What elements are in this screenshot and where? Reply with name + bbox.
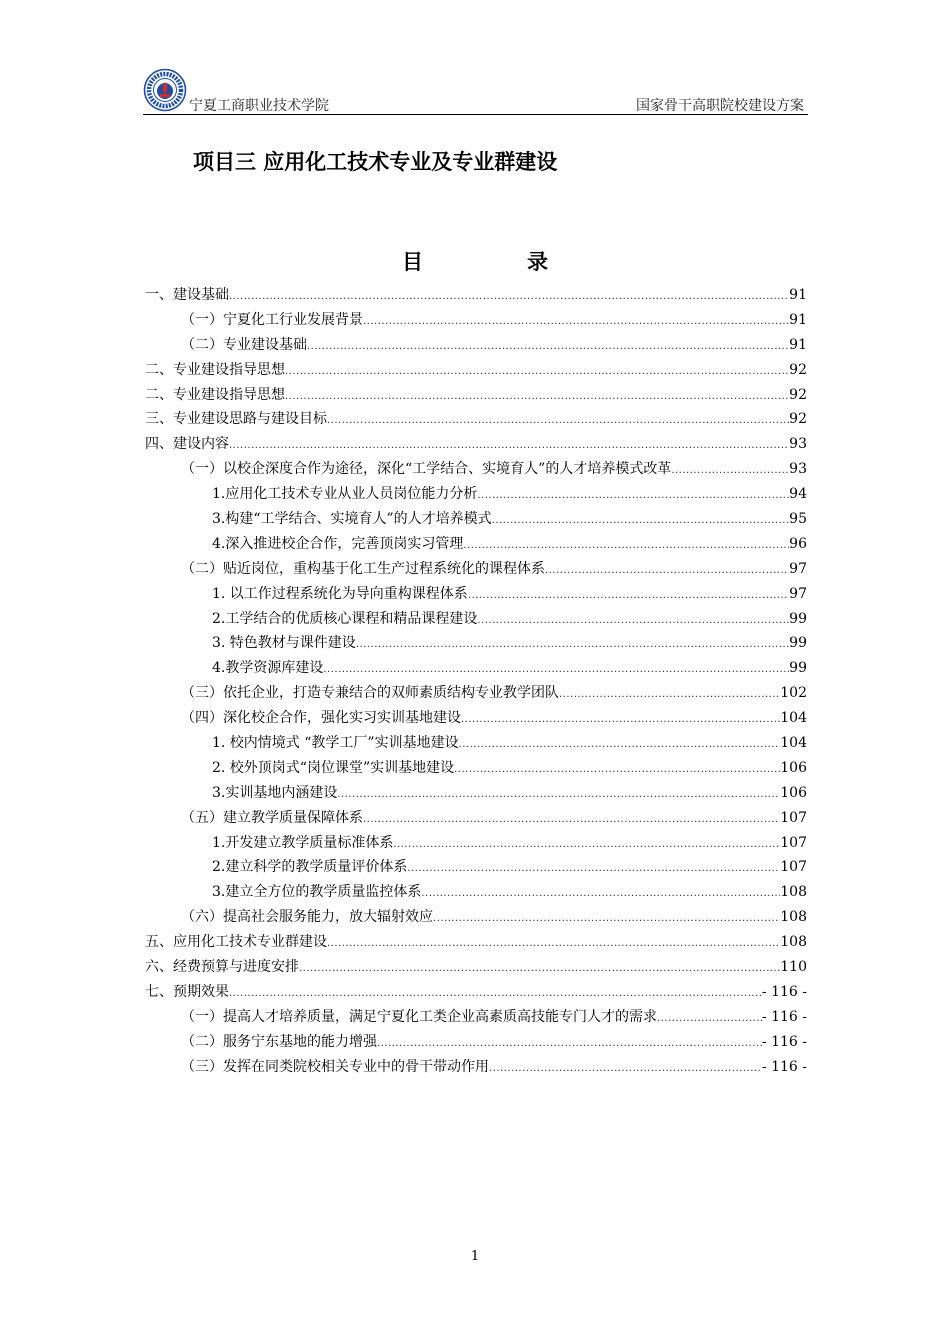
toc-dot-leader bbox=[307, 335, 789, 360]
toc-entry-title: 1. 以工作过程系统化为导向重构课程体系 bbox=[212, 585, 468, 602]
toc-entry-page: 97 bbox=[789, 585, 807, 602]
toc-entry-title: 1. 校内情境式 “教学工厂”实训基地建设 bbox=[212, 735, 459, 752]
toc-dot-leader bbox=[337, 783, 780, 808]
toc-entry-page: 93 bbox=[789, 461, 807, 478]
toc-entry[interactable] bbox=[145, 855, 807, 880]
toc-entry[interactable] bbox=[145, 831, 807, 856]
toc-entry[interactable] bbox=[145, 980, 807, 1005]
toc-dot-leader bbox=[545, 559, 789, 584]
toc-entry-page: 95 bbox=[789, 511, 807, 528]
toc-dot-leader bbox=[559, 683, 780, 708]
toc-entry-page: 107 bbox=[780, 859, 807, 876]
toc-entry[interactable] bbox=[145, 607, 807, 632]
toc-entry-title: 3. 特色教材与课件建设 bbox=[212, 635, 356, 652]
toc-entry-page: 92 bbox=[789, 411, 807, 428]
toc-dot-leader bbox=[393, 833, 780, 858]
toc-entry-page: 107 bbox=[780, 834, 807, 851]
toc-dot-leader bbox=[363, 808, 780, 833]
toc-entry-page: 92 bbox=[789, 361, 807, 378]
school-name: 宁夏工商职业技术学院 bbox=[189, 98, 329, 114]
toc-entry-title: 二、专业建设指导思想 bbox=[145, 386, 285, 403]
plan-name: 国家骨干高职院校建设方案 bbox=[636, 98, 804, 114]
toc-dot-leader bbox=[477, 484, 789, 509]
toc-entry[interactable] bbox=[145, 1030, 807, 1055]
toc-dot-leader bbox=[285, 360, 789, 385]
toc-dot-leader bbox=[327, 932, 780, 957]
toc-dot-leader bbox=[477, 609, 789, 634]
toc-entry-page: 106 bbox=[780, 784, 807, 801]
toc-entry[interactable] bbox=[145, 557, 807, 582]
toc-entry-page: - 116 - bbox=[761, 1033, 807, 1050]
project-title: 项目三 应用化工技术专业及专业群建设 bbox=[193, 150, 558, 174]
toc-entry-page: 104 bbox=[780, 735, 807, 752]
toc-entry-title: 4.教学资源库建设 bbox=[212, 660, 324, 677]
toc-entry-title: 四、建设内容 bbox=[145, 436, 229, 453]
toc-entry[interactable] bbox=[145, 333, 807, 358]
toc-entry-title: 1.开发建立教学质量标准体系 bbox=[212, 834, 394, 851]
toc-entry[interactable] bbox=[145, 756, 807, 781]
toc-dot-leader bbox=[407, 857, 780, 882]
toc-entry-title: 五、应用化工技术专业群建设 bbox=[145, 934, 327, 951]
toc-heading bbox=[0, 246, 950, 276]
toc-heading-char-2: 录 bbox=[527, 250, 600, 274]
toc-entry-page: 91 bbox=[789, 336, 807, 353]
toc-dot-leader bbox=[489, 1057, 762, 1082]
toc-entry[interactable] bbox=[145, 731, 807, 756]
toc-entry-title: （二）贴近岗位，重构基于化工生产过程系统化的课程体系 bbox=[181, 560, 545, 577]
toc-entry[interactable] bbox=[145, 457, 807, 482]
toc-entry[interactable] bbox=[145, 681, 807, 706]
toc-dot-leader bbox=[363, 310, 789, 335]
toc-entry-page: 108 bbox=[780, 934, 807, 951]
toc-dot-leader bbox=[285, 385, 789, 410]
toc-dot-leader bbox=[356, 633, 789, 658]
toc-dot-leader bbox=[327, 409, 789, 434]
toc-entry-page: 96 bbox=[789, 535, 807, 552]
toc-entry-title: 一、建设基础 bbox=[145, 287, 229, 303]
toc-entry-page: 104 bbox=[780, 710, 807, 727]
toc-entry-page: 91 bbox=[789, 311, 807, 328]
toc-entry[interactable] bbox=[145, 1005, 807, 1030]
toc-entry-page: 102 bbox=[780, 685, 807, 702]
toc-entry[interactable] bbox=[145, 880, 807, 905]
toc-entry[interactable] bbox=[145, 507, 807, 532]
toc-heading-char-1: 目 bbox=[402, 250, 475, 274]
toc-entry[interactable] bbox=[145, 358, 807, 383]
toc-entry-title: （二）专业建设基础 bbox=[181, 336, 307, 353]
toc-entry-title: （三）依托企业，打造专兼结合的双师素质结构专业教学团队 bbox=[181, 685, 559, 702]
toc-entry-title: （二）服务宁东基地的能力增强 bbox=[181, 1033, 377, 1050]
toc-entry-page: 110 bbox=[780, 959, 807, 976]
toc-entry-title: 二、专业建设指导思想 bbox=[145, 361, 285, 378]
toc-entry-title: （四）深化校企合作，强化实习实训基地建设 bbox=[181, 710, 461, 727]
toc-entry[interactable] bbox=[145, 582, 807, 607]
toc-entry-title: （六）提高社会服务能力，放大辐射效应 bbox=[181, 909, 433, 926]
toc-entry[interactable] bbox=[145, 383, 807, 408]
toc-entry[interactable] bbox=[145, 532, 807, 557]
toc-entry-title: 3.建立全方位的教学质量监控体系 bbox=[212, 884, 422, 901]
toc-entry[interactable] bbox=[145, 482, 807, 507]
toc-entry-title: 三、专业建设思路与建设目标 bbox=[145, 411, 327, 428]
toc-dot-leader bbox=[454, 758, 780, 783]
toc-entry[interactable] bbox=[145, 631, 807, 656]
toc-dot-leader bbox=[657, 1007, 762, 1032]
toc-entry-page: 91 bbox=[789, 287, 807, 303]
toc-entry-page: 93 bbox=[789, 436, 807, 453]
toc-dot-leader bbox=[433, 907, 780, 932]
toc-entry-page: 107 bbox=[780, 809, 807, 826]
toc-dot-leader bbox=[229, 434, 789, 459]
toc-entry[interactable] bbox=[145, 706, 807, 731]
toc-entry-page: - 116 - bbox=[761, 983, 807, 1000]
toc-entry[interactable] bbox=[145, 283, 807, 308]
school-logo-icon bbox=[143, 68, 187, 112]
toc-entry-page: 97 bbox=[789, 560, 807, 577]
toc-entry[interactable] bbox=[145, 930, 807, 955]
table-of-contents bbox=[145, 283, 807, 1080]
toc-entry[interactable] bbox=[145, 955, 807, 980]
toc-entry[interactable] bbox=[145, 905, 807, 930]
toc-entry[interactable] bbox=[145, 407, 807, 432]
toc-entry-page: 108 bbox=[780, 909, 807, 926]
toc-entry-title: 3.实训基地内涵建设 bbox=[212, 784, 338, 801]
toc-entry[interactable] bbox=[145, 656, 807, 681]
toc-dot-leader bbox=[377, 1032, 762, 1057]
toc-dot-leader bbox=[461, 708, 780, 733]
toc-dot-leader bbox=[671, 459, 789, 484]
toc-entry-title: 2.建立科学的教学质量评价体系 bbox=[212, 859, 408, 876]
toc-dot-leader bbox=[229, 285, 789, 310]
toc-entry-page: - 116 - bbox=[761, 1058, 807, 1075]
toc-dot-leader bbox=[459, 733, 781, 758]
toc-entry[interactable] bbox=[145, 806, 807, 831]
toc-entry-page: 99 bbox=[789, 610, 807, 627]
toc-dot-leader bbox=[468, 584, 789, 609]
toc-entry[interactable] bbox=[145, 308, 807, 333]
toc-entry-page: 108 bbox=[780, 884, 807, 901]
toc-entry-title: 2. 校外顶岗式“岗位课堂”实训基地建设 bbox=[212, 759, 455, 776]
toc-entry-page: 99 bbox=[789, 635, 807, 652]
toc-entry-title: （一）提高人才培养质量，满足宁夏化工类企业高素质高技能专门人才的需求 bbox=[181, 1008, 657, 1025]
page-number: 1 bbox=[470, 1249, 480, 1264]
toc-entry-title: 七、预期效果 bbox=[145, 983, 229, 1000]
toc-entry-title: （三）发挥在同类院校相关专业中的骨干带动作用 bbox=[181, 1058, 489, 1075]
toc-entry-page: - 116 - bbox=[761, 1008, 807, 1025]
toc-entry[interactable] bbox=[145, 432, 807, 457]
toc-entry[interactable] bbox=[145, 781, 807, 806]
toc-dot-leader bbox=[421, 882, 780, 907]
toc-entry-page: 99 bbox=[789, 660, 807, 677]
toc-entry-title: （五）建立教学质量保障体系 bbox=[181, 809, 363, 826]
toc-dot-leader bbox=[323, 658, 789, 683]
toc-entry-page: 94 bbox=[789, 486, 807, 503]
toc-entry-title: 六、经费预算与进度安排 bbox=[145, 959, 299, 976]
toc-entry-title: 4.深入推进校企合作，完善顶岗实习管理 bbox=[212, 535, 464, 552]
toc-entry-page: 92 bbox=[789, 386, 807, 403]
toc-dot-leader bbox=[229, 982, 762, 1007]
toc-entry-title: 3.构建“工学结合、实境育人”的人才培养模式 bbox=[212, 511, 492, 528]
toc-entry-page: 106 bbox=[780, 759, 807, 776]
toc-dot-leader bbox=[492, 509, 790, 534]
toc-entry-title: 2.工学结合的优质核心课程和精品课程建设 bbox=[212, 610, 478, 627]
header-divider bbox=[143, 114, 808, 115]
toc-entry-title: 1.应用化工技术专业从业人员岗位能力分析 bbox=[212, 486, 478, 503]
toc-entry-title: （一）宁夏化工行业发展背景 bbox=[181, 311, 363, 328]
toc-entry[interactable] bbox=[145, 1055, 807, 1080]
toc-dot-leader bbox=[463, 534, 789, 559]
page-header bbox=[143, 68, 808, 116]
toc-entry-title: （一）以校企深度合作为途径，深化“工学结合、实境育人”的人才培养模式改革 bbox=[181, 461, 672, 478]
toc-dot-leader bbox=[299, 957, 780, 982]
